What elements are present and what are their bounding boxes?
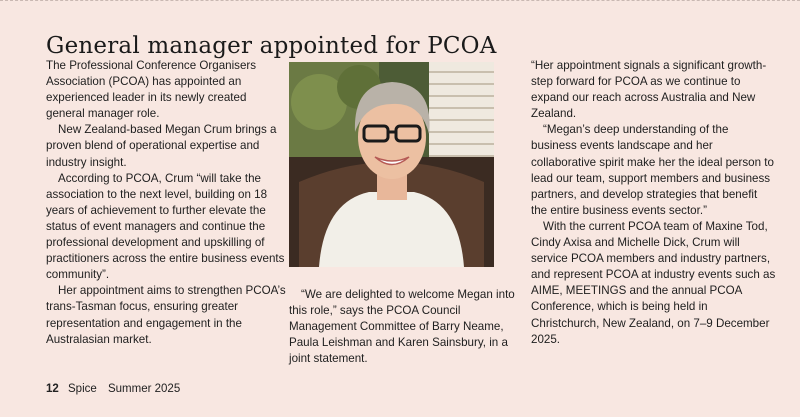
portrait-illustration [289,62,494,267]
issue-label: Summer 2025 [107,383,181,395]
article-headline: General manager appointed for PCOA [46,33,497,60]
paragraph: “Megan’s deep understanding of the business events landscape and her collaborative spirit make her the ideal person to lead our team, support members and business partners, and develop strategies that benefit the entire business events sector.” [531,123,774,217]
paragraph: Her appointment aims to strengthen PCOA’s trans-Tasman focus, ensuring greater representation and engagement in the Australasian market. [46,284,286,346]
column-2 [289,287,519,367]
top-rule [0,0,800,1]
paragraph: The Professional Conference Organisers Association (PCOA) has appointed an experienced leader in its newly created general manager role. [46,59,257,121]
paragraph: With the current PCOA team of Maxine Tod, Cindy Axisa and Michelle Dick, Crum will service PCOA members and industry partners, and represent PCOA at industry events such as AIME, MEETINGS and the annual PCOA Conference, which is being held in Christchurch, New Zealand, on 7–9 December 2025. [531,219,776,346]
portrait-photo [289,62,494,267]
paragraph: According to PCOA, Crum “will take the association to the next level, building on 18 years of achievement to further elevate the status of event managers and continue the professional development and upskilling of practitioners across the entire business events community”. [46,171,285,282]
page-number: 12 [46,383,59,395]
paragraph: “Her appointment signals a significant growth-step forward for PCOA as we continue to expand our reach across Australia and New Zealand. [531,59,767,121]
paragraph: “We are delighted to welcome Megan into this role,” says the PCOA Council Management Committee of Barry Neame, Paula Leishman and Karen Sainsbury, in a joint statement. [289,288,515,366]
page-footer [46,383,180,395]
magazine-name: Spice [68,383,97,395]
column-3 [531,58,776,348]
paragraph: New Zealand-based Megan Crum brings a proven blend of operational expertise and industry insight. [46,123,277,169]
column-1 [46,58,286,348]
